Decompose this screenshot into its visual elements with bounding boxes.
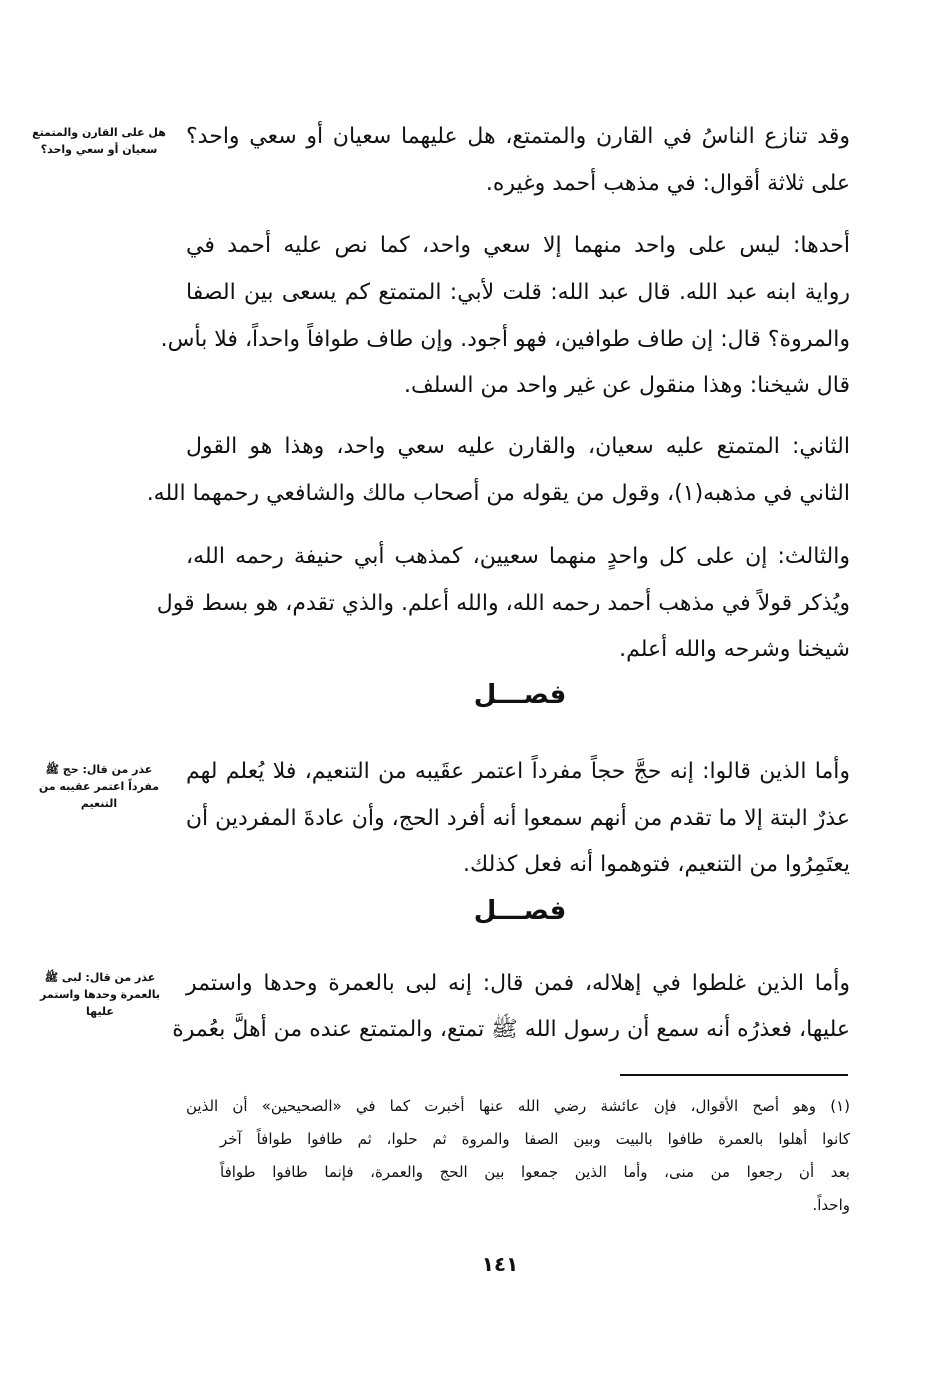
body-line: ويُذكر قولاً في مذهب أحمد رحمه الله، والله أعلم. والذي تقدم، هو بسط قول [156, 591, 850, 616]
margin-note-3: عذر من قال: لبى ﷺ بالعمرة وحدها واستمر عليها [40, 971, 160, 1018]
body-line: وقد تنازع الناسُ في القارن والمتمتع، هل عليهما سعيان أو سعي واحد؟ [186, 124, 850, 149]
body-line: قال شيخنا: وهذا منقول عن غير واحد من السلف. [403, 373, 850, 398]
margin-note-1: هل على القارن والمتمتع سعيان أو سعي واحد؟ [32, 126, 166, 156]
body-line: على ثلاثة أقوال: في مذهب أحمد وغيره. [485, 171, 850, 196]
body-line: الثاني: المتمتع عليه سعيان، والقارن عليه سعي واحد، وهذا هو القول [186, 434, 850, 459]
body-line: والثالث: إن على كل واحدٍ منهما سعيين، كمذهب أبي حنيفة رحمه الله، [186, 544, 850, 569]
body-line: وأما الذين غلطوا في إهلاله، فمن قال: إنه لبى بالعمرة وحدها واستمر [186, 971, 850, 996]
margin-note-2: عذر من قال: حج ﷺ مفرداً اعتمر عقيبه من التنعيم [38, 763, 160, 810]
footnote-line: بعد أن رجعوا من منى، وأما الذين جمعوا بين الحج والعمرة، فإنما طافوا طوافاً [220, 1163, 850, 1181]
body-line: الثاني في مذهبه(١)، وقول من يقوله من أصحاب مالك والشافعي رحمهما الله. [146, 481, 850, 506]
page-number: ١٤١ [481, 1252, 519, 1276]
body-line: أحدها: ليس على واحد منهما إلا سعي واحد، كما نص عليه أحمد في [186, 233, 850, 258]
body-line: شيخنا وشرحه والله أعلم. [619, 637, 850, 662]
section-heading: فصـــل [473, 680, 567, 710]
footnote-line: (١) وهو أصح الأقوال، فإن عائشة رضي الله عنها أخبرت كما في «الصحيحين» أن الذين [186, 1097, 850, 1115]
body-line: وأما الذين قالوا: إنه حجَّ حجاً مفرداً اعتمر عقَيبه من التنعيم، فلا يُعلم لهم [186, 759, 850, 784]
body-line: والمروة؟ قال: إن طاف طوافين، فهو أجود. وإن طاف طوافاً واحداً، فلا بأس. [160, 327, 850, 352]
footnote-line: كانوا أهلوا بالعمرة طافوا بالبيت وبين الصفا والمروة ثم حلوا، ثم طافوا طوافاً آخر [220, 1130, 850, 1148]
section-heading: فصـــل [473, 896, 567, 926]
body-line: عذرٌ البتة إلا ما تقدم من أنهم سمعوا أنه أفرد الحج، وأن عادةَ المفردين أن [185, 806, 850, 831]
body-line: يعتَمِرُوا من التنعيم، فتوهموا أنه فعل كذلك. [463, 852, 850, 877]
body-line: رواية ابنه عبد الله. قال عبد الله: قلت لأبي: المتمتع كم يسعى بين الصفا [186, 280, 850, 305]
body-line: عليها، فعذرُه أنه سمع أن رسول الله ﷺ تمتع، والمتمتع عنده من أهلَّ بعُمرة [172, 1017, 850, 1042]
footnote-divider [620, 1074, 848, 1076]
footnote-line: واحداً. [812, 1196, 850, 1214]
